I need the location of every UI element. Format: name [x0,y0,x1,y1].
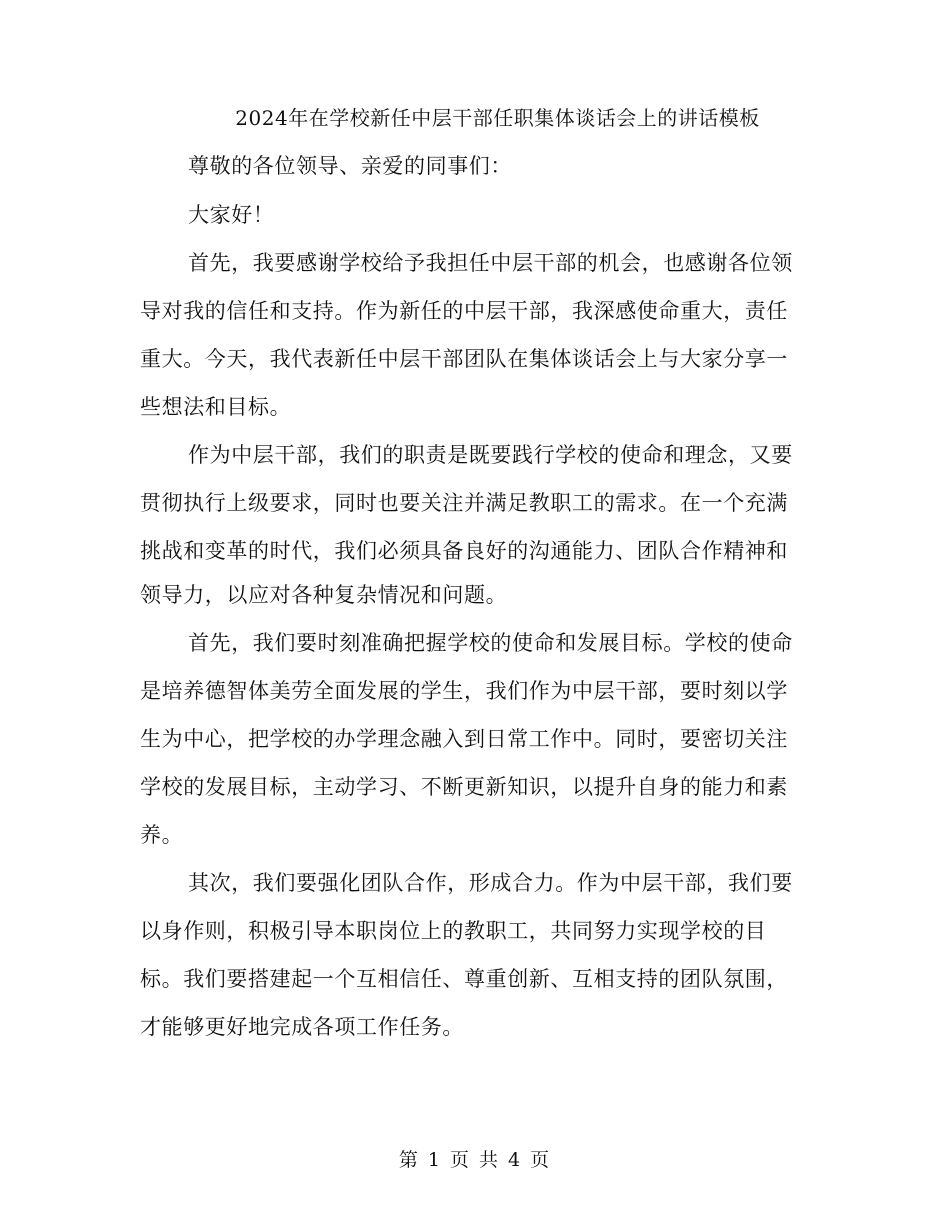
paragraph-4-line-4: 才能够更好地完成各项工作任务。 [140,1015,464,1039]
paragraph-2-line-3: 挑战和变革的时代，我们必须具备良好的沟通能力、团队合作精神和 [140,539,788,563]
paragraph-3-line-3: 生为中心，把学校的办学理念融入到日常工作中。同时，要密切关注 [140,727,788,751]
paragraph-1-line-1: 首先，我要感谢学校给予我担任中层干部的机会，也感谢各位领 [188,251,793,275]
salutation: 尊敬的各位领导、亲爱的同事们： [188,154,512,178]
paragraph-1-line-2: 导对我的信任和支持。作为新任的中层干部，我深感使命重大，责任 [140,299,788,323]
paragraph-2-line-4: 领导力，以应对各种复杂情况和问题。 [140,583,508,607]
paragraph-3-line-2: 是培养德智体美劳全面发展的学生，我们作为中层干部，要时刻以学 [140,679,788,703]
document-title: 2024年在学校新任中层干部任职集体谈话会上的讲话模板 [235,106,760,130]
paragraph-2-line-2: 贯彻执行上级要求，同时也要关注并满足教职工的需求。在一个充满 [140,491,788,515]
paragraph-3-line-4: 学校的发展目标，主动学习、不断更新知识，以提升自身的能力和素 [140,775,788,799]
paragraph-3-line-1: 首先，我们要时刻准确把握学校的使命和发展目标。学校的使命 [188,631,793,655]
greeting: 大家好！ [188,203,275,227]
paragraph-1-line-4: 些想法和目标。 [140,395,292,419]
paragraph-1-line-3: 重大。今天，我代表新任中层干部团队在集体谈话会上与大家分享一 [140,347,788,371]
paragraph-4-line-3: 标。我们要搭建起一个互相信任、尊重创新、互相支持的团队氛围， [140,967,788,991]
paragraph-4-line-1: 其次，我们要强化团队合作，形成合力。作为中层干部，我们要 [188,871,793,895]
paragraph-2-line-1: 作为中层干部，我们的职责是既要践行学校的使命和理念，又要 [188,443,793,467]
paragraph-4-line-2: 以身作则，积极引导本职岗位上的教职工，共同努力实现学校的目 [140,919,767,943]
page-number-footer: 第 1 页 共 4 页 [398,1149,552,1171]
paragraph-3-line-5: 养。 [140,823,184,847]
